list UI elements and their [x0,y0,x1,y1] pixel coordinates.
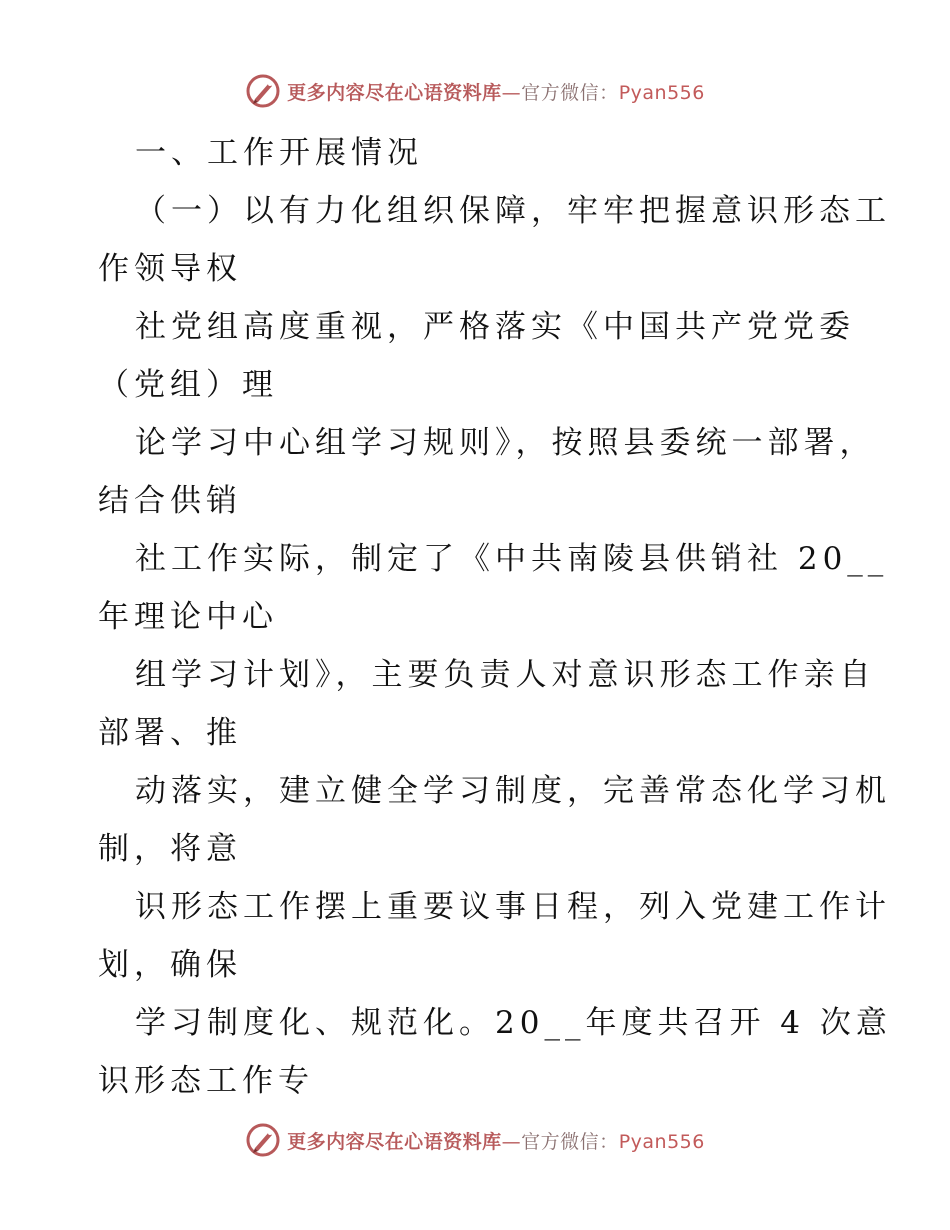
body-line: 学习制度化、规范化。20__年度共召开 4 次意 [135,1005,892,1041]
body-line: 划，确保 [98,947,242,983]
watermark-text [287,78,705,105]
pen-logo-icon [245,1122,281,1158]
body-line: 作领导权 [98,251,242,287]
footer-watermark [0,1120,950,1160]
body-line: （党组）理 [98,367,278,403]
body-line: 动落实，建立健全学习制度，完善常态化学习机 [135,773,891,809]
body-line: 识形态工作专 [98,1063,314,1099]
watermark-wechat-id: Pyan556 [618,1130,705,1153]
body-line: 一、工作开展情况 [135,135,423,171]
body-line: 组学习计划》，主要负责人对意识形态工作亲自 [135,657,876,693]
document-body [98,124,892,1110]
watermark-wechat-id: Pyan556 [618,81,705,104]
watermark-separator: — [501,81,522,104]
body-line: 结合供销 [98,483,242,519]
watermark-separator: — [501,1130,522,1153]
body-line: 识形态工作摆上重要议事日程，列入党建工作计 [135,889,891,925]
body-line: 论学习中心组学习规则》，按照县委统一部署， [135,425,876,461]
body-line: 社工作实际，制定了《中共南陵县供销社 20__ [135,541,889,577]
header-watermark [0,71,950,111]
body-line: 部署、推 [98,715,242,751]
watermark-main: 更多内容尽在心语资料库 [287,81,502,104]
body-line: （一）以有力化组织保障，牢牢把握意识形态工 [135,193,891,229]
watermark-text [287,1127,705,1154]
body-line: 社党组高度重视，严格落实《中国共产党党委 [135,309,855,345]
watermark-wechat-label: 官方微信： [521,81,619,104]
pen-logo-icon [245,73,281,109]
watermark-main: 更多内容尽在心语资料库 [287,1130,502,1153]
body-line: 年理论中心 [98,599,278,635]
body-line: 制，将意 [98,831,242,867]
watermark-wechat-label: 官方微信： [521,1130,619,1153]
